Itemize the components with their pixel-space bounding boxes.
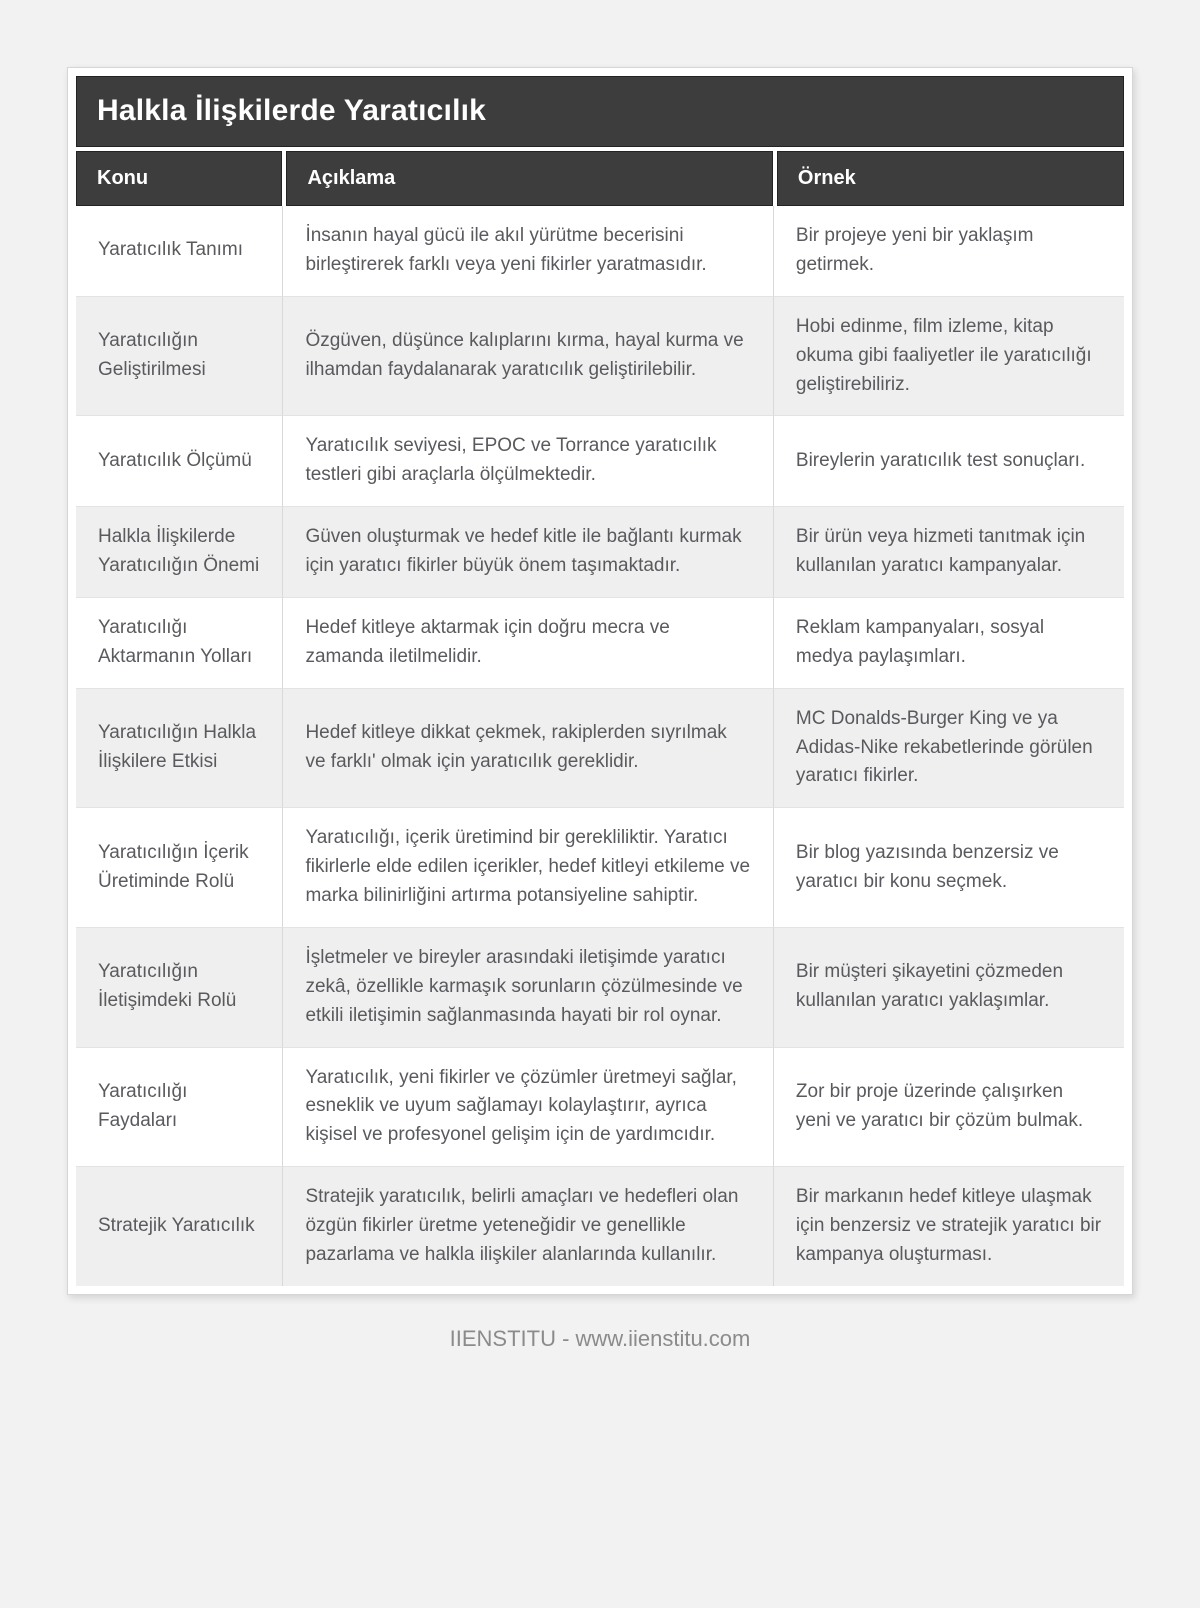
topic-text: Yaratıcılığın Geliştirilmesi (98, 330, 206, 381)
example-cell (773, 415, 1124, 506)
topic-cell (76, 206, 282, 296)
example-cell (773, 206, 1124, 296)
topic-text: Yaratıcılık Tanımı (98, 239, 244, 261)
topic-cell (76, 506, 282, 597)
page-title: Halkla İlişkilerde Yaratıcılık (76, 76, 1124, 147)
description-cell (282, 206, 772, 296)
description-text: Yaratıcılığı, içerik üretimind bir gerekliliktir. Yaratıcı fikirlerle elde edilen içerikler, hedef kitleyi etkileme ve marka bilinirliğini artırma potansiyeline sahiptir. (305, 827, 751, 906)
topic-cell (76, 807, 282, 927)
example-cell (773, 506, 1124, 597)
description-cell (282, 688, 772, 808)
description-cell (282, 296, 772, 416)
description-text: Özgüven, düşünce kalıplarını kırma, hayal kurma ve ilhamdan faydalanarak yaratıcılık geliştirilebilir. (305, 330, 744, 381)
topic-cell (76, 415, 282, 506)
example-text: Bir projeye yeni bir yaklaşım getirmek. (795, 225, 1034, 275)
topic-text: Yaratıcılığın İçerik Üretiminde Rolü (98, 841, 249, 892)
example-text: MC Donalds-Burger King ve ya Adidas-Nike rekabetlerinde görülen yaratıcı fikirler. (795, 707, 1093, 787)
topic-text: Yaratıcılığı Aktarmanın Yolları (98, 616, 253, 667)
example-cell (773, 807, 1124, 927)
content-card (67, 67, 1133, 1295)
description-text: Güven oluşturmak ve hedef kitle ile bağlantı kurmak için yaratıcı fikirler büyük önem taşımaktadır. (305, 526, 742, 576)
topic-text: Yaratıcılık Ölçümü (98, 449, 252, 471)
example-text: Bir müşteri şikayetini çözmeden kullanılan yaratıcı yaklaşımlar. (795, 961, 1064, 1012)
column-header-ornek (773, 147, 1124, 206)
description-cell (282, 415, 772, 506)
topic-text: Stratejik Yaratıcılık (98, 1215, 255, 1236)
table-row (76, 597, 1124, 688)
description-cell (282, 807, 772, 927)
column-header-aciklama-label: Açıklama (286, 151, 772, 206)
description-text: Stratejik yaratıcılık, belirli amaçları ve hedefleri olan özgün fikirler üretme yeteneğidir ve genellikle pazarlama ve halkla ilişkiler alanlarında kullanılır. (305, 1186, 739, 1265)
example-cell (773, 688, 1124, 808)
topic-text: Yaratıcılığı Faydaları (98, 1080, 188, 1131)
topic-cell (76, 688, 282, 808)
topic-text: Halkla İlişkilerde Yaratıcılığın Önemi (98, 526, 260, 576)
topic-text: Yaratıcılığın Halkla İlişkilere Etkisi (98, 722, 257, 772)
topic-cell (76, 597, 282, 688)
example-text: Bireylerin yaratıcılık test sonuçları. (795, 449, 1086, 471)
example-text: Bir markanın hedef kitleye ulaşmak için benzersiz ve stratejik yaratıcı bir kampanya oluşturması. (795, 1186, 1102, 1265)
description-text: İnsanın hayal gücü ile akıl yürütme becerisini birleştirerek farklı veya yeni fikirler yaratmasıdır. (305, 225, 707, 275)
topic-text: Yaratıcılığın İletişimdeki Rolü (98, 961, 237, 1012)
description-text: Yaratıcılık seviyesi, EPOC ve Torrance yaratıcılık testleri gibi araçlarla ölçülmektedir. (305, 435, 717, 486)
description-text: Hedef kitleye dikkat çekmek, rakiplerden sıyrılmak ve farklı' olmak için yaratıcılık gereklidir. (305, 722, 727, 772)
table-row (76, 1166, 1124, 1286)
column-header-aciklama (282, 147, 772, 206)
example-cell (773, 597, 1124, 688)
example-cell (773, 927, 1124, 1047)
description-cell (282, 927, 772, 1047)
description-cell (282, 1166, 772, 1286)
example-text: Zor bir proje üzerinde çalışırken yeni ve yaratıcı bir çözüm bulmak. (795, 1080, 1084, 1131)
example-cell (773, 1047, 1124, 1167)
column-header-ornek-label: Örnek (777, 151, 1124, 206)
example-text: Reklam kampanyaları, sosyal medya paylaşımları. (795, 616, 1045, 667)
topic-cell (76, 1166, 282, 1286)
topic-cell (76, 296, 282, 416)
description-cell (282, 597, 772, 688)
description-text: Hedef kitleye aktarmak için doğru mecra ve zamanda iletilmelidir. (305, 616, 670, 667)
example-text: Bir blog yazısında benzersiz ve yaratıcı bir konu seçmek. (795, 841, 1059, 892)
example-cell (773, 296, 1124, 416)
description-text: İşletmeler ve bireyler arasındaki iletişimde yaratıcı zekâ, özellikle karmaşık sorunların çözülmesinde ve etkili iletişimin sağlanmasında hayati bir rol oynar. (305, 946, 743, 1026)
example-text: Hobi edinme, film izleme, kitap okuma gibi faaliyetler ile yaratıcılığı geliştirebiliriz. (795, 315, 1092, 395)
table-row (76, 296, 1124, 416)
footer-credit: IIENSTITU - www.iienstitu.com (449, 1325, 751, 1351)
description-text: Yaratıcılık, yeni fikirler ve çözümler üretmeyi sağlar, esneklik ve uyum sağlamayı kolaylaştırır, ayrıca kişisel ve profesyonel gelişim için de yardımcıdır. (305, 1066, 737, 1146)
example-cell (773, 1166, 1124, 1286)
table-body (76, 206, 1124, 1286)
table-row (76, 927, 1124, 1047)
table-row (76, 506, 1124, 597)
column-header-konu-label: Konu (76, 151, 282, 206)
topic-cell (76, 1047, 282, 1167)
table-header-row (76, 147, 1124, 206)
example-text: Bir ürün veya hizmeti tanıtmak için kullanılan yaratıcı kampanyalar. (795, 526, 1086, 576)
table-row (76, 1047, 1124, 1167)
topic-cell (76, 927, 282, 1047)
description-cell (282, 1047, 772, 1167)
column-header-konu (76, 147, 282, 206)
table-row (76, 688, 1124, 808)
table-row (76, 415, 1124, 506)
table-row (76, 206, 1124, 296)
description-cell (282, 506, 772, 597)
table-row (76, 807, 1124, 927)
